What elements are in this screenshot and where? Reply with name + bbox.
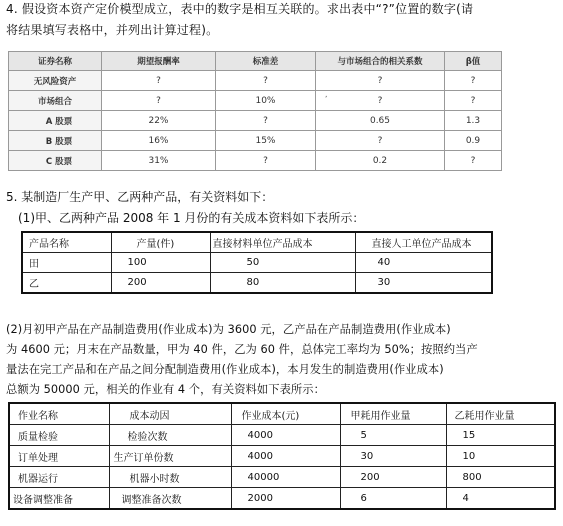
row-label: 无风险资产 [9, 71, 102, 91]
header-cell: 产品名称 [22, 232, 111, 253]
table-cell: 检验次数 [109, 425, 231, 446]
table-row [22, 273, 492, 294]
table-cell: ? [102, 91, 216, 111]
row-label: B 股票 [9, 131, 102, 151]
table-cell: 5 [340, 425, 446, 446]
table-cell: 200 [340, 467, 446, 488]
header-cell: 期望报酬率 [102, 52, 216, 71]
table-cell: 1.3 [445, 111, 502, 131]
header-cell: 产量(件) [111, 232, 210, 253]
table-cell: 调整准备次数 [109, 488, 231, 510]
table-cell: 田 [22, 253, 111, 273]
table-cell: 22% [102, 111, 216, 131]
header-cell: 直接材料单位产品成本 [210, 232, 355, 253]
table-cell: 10 [446, 446, 555, 467]
capm-table [8, 51, 502, 171]
table-cell: 800 [446, 467, 555, 488]
table-row [9, 425, 555, 446]
table-cell: 50 [210, 253, 355, 273]
header-cell: 与市场组合的相关系数 [316, 52, 445, 71]
table-cell: ? [445, 71, 502, 91]
table-cell: 2000 [231, 488, 340, 510]
table-cell: ? [316, 91, 445, 111]
row-label: C 股票 [9, 151, 102, 171]
table-cell: 30 [340, 446, 446, 467]
table-cell: ? [216, 111, 316, 131]
table-cell: 生产订单份数 [109, 446, 231, 467]
table-cell: 15 [446, 425, 555, 446]
table-cell: 15% [216, 131, 316, 151]
table-cell: 40000 [231, 467, 340, 488]
question-5-part-1: (1)甲、乙两种产品 2008 年 1 月份的有关成本资料如下表所示： [18, 211, 365, 225]
part-2-line-1: (2)月初甲产品在产品制造费用(作业成本)为 3600 元，乙产品在产品制造费用(作业成本) [6, 323, 451, 336]
table-cell: 40 [355, 253, 492, 273]
product-cost-table [21, 231, 493, 294]
question-4-line-2: 将结果填写表格中，并列出计算过程)。 [6, 23, 219, 37]
table-row [9, 467, 555, 488]
table-cell: 0.9 [445, 131, 502, 151]
table-cell: 10% [216, 91, 316, 111]
table-cell: ? [316, 71, 445, 91]
table-cell: 6 [340, 488, 446, 510]
table-header-row [9, 403, 555, 425]
scan-mark: ʼ [325, 95, 328, 103]
table-cell: 4 [446, 488, 555, 510]
row-label: 市场组合 [9, 91, 102, 111]
table-cell: ? [216, 71, 316, 91]
table-cell: ? [102, 71, 216, 91]
table-row [9, 446, 555, 467]
table-header-row [22, 232, 492, 253]
header-cell: 甲耗用作业量 [340, 403, 446, 425]
table-cell: 30 [355, 273, 492, 294]
table-cell: 质量检验 [9, 425, 109, 446]
row-label: A 股票 [9, 111, 102, 131]
table-cell: 机器小时数 [109, 467, 231, 488]
header-cell: 直接人工单位产品成本 [355, 232, 492, 253]
table-row [9, 91, 502, 111]
table-cell: 200 [111, 273, 210, 294]
table-cell: 16% [102, 131, 216, 151]
table-row [9, 131, 502, 151]
table-cell: ? [445, 151, 502, 171]
table-cell: 4000 [231, 425, 340, 446]
table-cell: ? [445, 91, 502, 111]
table-cell: 80 [210, 273, 355, 294]
part-2-line-2: 为 4600 元；月末在产品数量，甲为 40 件，乙为 60 件，总体完工率均为 50%；按照约当产 [6, 343, 478, 356]
header-cell: 乙耗用作业量 [446, 403, 555, 425]
table-cell: 0.65 [316, 111, 445, 131]
question-4-line-1: 4. 假设资本资产定价模型成立，表中的数字是相互关联的。求出表中“?”位置的数字(请 [6, 2, 474, 16]
part-2-line-4: 总额为 50000 元，相关的作业有 4 个，有关资料如下表所示： [6, 383, 325, 396]
header-cell: 证券名称 [9, 52, 102, 71]
capm-table-header [9, 52, 502, 71]
table-row [9, 488, 555, 510]
table-cell: ? [316, 131, 445, 151]
table-cell: 机器运行 [9, 467, 109, 488]
table-row [9, 71, 502, 91]
header-cell: 标准差 [216, 52, 316, 71]
table-cell: 乙 [22, 273, 111, 294]
part-2-line-3: 量法在完工产品和在产品之间分配制造费用(作业成本)，本月发生的制造费用(作业成本) [6, 363, 444, 376]
table-cell: ? [216, 151, 316, 171]
table-row [9, 151, 502, 171]
activity-cost-table [8, 402, 556, 510]
header-cell: 作业成本(元) [231, 403, 340, 425]
table-cell: 0.2 [316, 151, 445, 171]
header-cell: 成本动因 [109, 403, 231, 425]
table-cell: 订单处理 [9, 446, 109, 467]
table-cell: 4000 [231, 446, 340, 467]
table-row [22, 253, 492, 273]
header-cell: β值 [445, 52, 502, 71]
table-cell: 设备调整准备 [9, 488, 109, 510]
table-cell: 31% [102, 151, 216, 171]
question-5-title: 5. 某制造厂生产甲、乙两种产品，有关资料如下： [6, 190, 274, 204]
table-row [9, 111, 502, 131]
header-cell: 作业名称 [9, 403, 109, 425]
table-cell: 100 [111, 253, 210, 273]
